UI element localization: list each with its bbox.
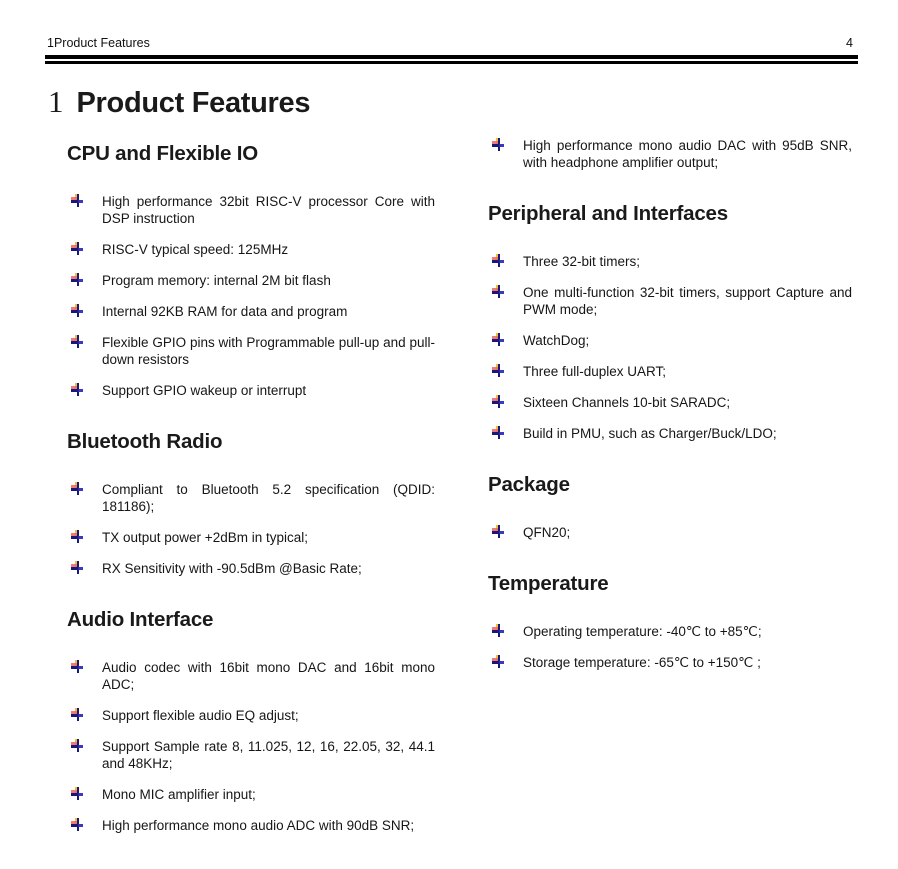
bullet-item-text: QFN20; [523,525,571,540]
colored-plus-bullet-icon [492,333,505,347]
bullet-item [488,654,852,671]
bullet-item-text: Support flexible audio EQ adjust; [102,708,299,723]
colored-plus-bullet-icon [492,426,505,440]
bullet-item-text: Three 32-bit timers; [523,254,641,269]
bullet-item [488,284,852,318]
feature-section [488,573,852,671]
column-right [488,137,852,685]
section-heading: Package [488,473,570,496]
bullet-item [67,334,435,368]
header-rule-thick [45,55,858,59]
bullet-item-text: Sixteen Channels 10-bit SARADC; [523,395,731,410]
colored-plus-bullet-icon [71,739,84,753]
bullet-item [67,303,435,320]
feature-section [67,143,435,399]
colored-plus-bullet-icon [492,138,505,152]
bullet-item [488,623,852,640]
bullet-item [67,786,435,803]
feature-section [67,609,435,834]
colored-plus-bullet-icon [492,624,505,638]
section-heading: CPU and Flexible IO [67,142,258,165]
bullet-item [488,332,852,349]
colored-plus-bullet-icon [71,482,84,496]
bullet-item-text: Compliant to Bluetooth 5.2 specification (QDID: 181186); [102,482,435,514]
feature-section [488,137,852,171]
bullet-item [67,738,435,772]
bullet-item-text: Operating temperature: -40℃ to +85℃; [523,624,762,639]
bullet-item-text: Audio codec with 16bit mono DAC and 16bit mono ADC; [102,660,435,692]
bullet-item-text: High performance 32bit RISC-V processor Core with DSP instruction [102,194,435,226]
colored-plus-bullet-icon [71,273,84,287]
colored-plus-bullet-icon [492,285,505,299]
colored-plus-bullet-icon [492,364,505,378]
colored-plus-bullet-icon [71,194,84,208]
bullet-item [67,241,435,258]
colored-plus-bullet-icon [71,561,84,575]
chapter-title [48,84,310,120]
running-header-title: 1Product Features [47,36,150,50]
colored-plus-bullet-icon [71,383,84,397]
bullet-item-text: High performance mono audio DAC with 95dB SNR, with headphone amplifier output; [523,138,852,170]
feature-section [67,431,435,577]
colored-plus-bullet-icon [71,530,84,544]
colored-plus-bullet-icon [71,787,84,801]
chapter-title-text: Product Features [76,87,311,119]
column-left [67,143,435,848]
bullet-item [67,659,435,693]
colored-plus-bullet-icon [71,660,84,674]
bullet-item [67,481,435,515]
section-heading: Peripheral and Interfaces [488,202,728,225]
bullet-item-text: Mono MIC amplifier input; [102,787,256,802]
bullet-item-text: RX Sensitivity with -90.5dBm @Basic Rate; [102,561,362,576]
colored-plus-bullet-icon [71,242,84,256]
feature-section [488,474,852,541]
colored-plus-bullet-icon [71,304,84,318]
section-heading: Temperature [488,572,609,595]
bullet-item-text: Storage temperature: -65℃ to +150℃ ; [523,655,761,670]
section-heading: Audio Interface [67,608,214,631]
bullet-item [67,529,435,546]
bullet-item [67,193,435,227]
bullet-item [67,382,435,399]
colored-plus-bullet-icon [492,525,505,539]
header-rule-thin [45,61,858,64]
bullet-item [67,707,435,724]
page-number: 4 [846,36,853,50]
colored-plus-bullet-icon [71,335,84,349]
bullet-item-text: TX output power +2dBm in typical; [102,530,308,545]
bullet-item [488,137,852,171]
bullet-item-text: Support Sample rate 8, 11.025, 12, 16, 22.05, 32, 44.1 and 48KHz; [102,739,435,771]
bullet-item [488,363,852,380]
colored-plus-bullet-icon [71,708,84,722]
bullet-item [67,560,435,577]
bullet-item-text: Program memory: internal 2M bit flash [102,273,331,288]
bullet-item-text: WatchDog; [523,333,590,348]
colored-plus-bullet-icon [71,818,84,832]
bullet-item-text: Support GPIO wakeup or interrupt [102,383,307,398]
bullet-item-text: Internal 92KB RAM for data and program [102,304,348,319]
feature-section [488,203,852,442]
bullet-item [67,272,435,289]
running-header [47,36,853,50]
bullet-item [488,524,852,541]
colored-plus-bullet-icon [492,254,505,268]
bullet-item-text: One multi-function 32-bit timers, support Capture and PWM mode; [523,285,852,317]
bullet-item-text: High performance mono audio ADC with 90dB SNR; [102,818,415,833]
bullet-item-text: Flexible GPIO pins with Programmable pull-up and pull-down resistors [102,335,435,367]
bullet-item [67,817,435,834]
bullet-item-text: RISC-V typical speed: 125MHz [102,242,289,257]
bullet-item [488,394,852,411]
chapter-number: 1 [48,84,64,119]
bullet-item-text: Build in PMU, such as Charger/Buck/LDO; [523,426,777,441]
colored-plus-bullet-icon [492,655,505,669]
colored-plus-bullet-icon [492,395,505,409]
section-heading: Bluetooth Radio [67,430,223,453]
bullet-item [488,253,852,270]
bullet-item [488,425,852,442]
bullet-item-text: Three full-duplex UART; [523,364,667,379]
